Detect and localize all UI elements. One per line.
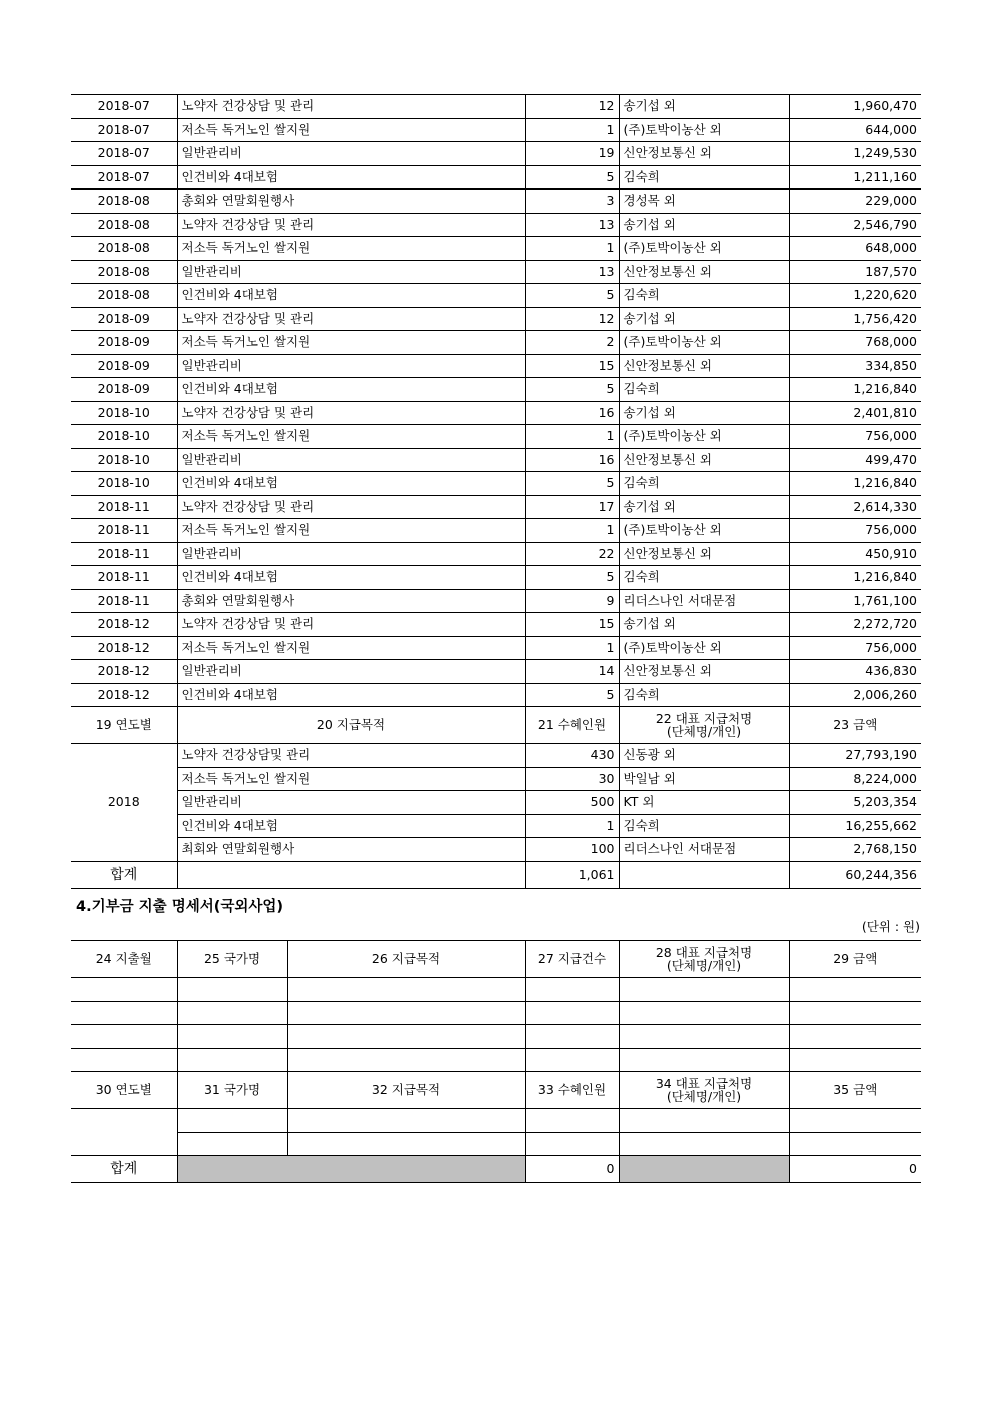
total-shaded-cell: [177, 1156, 525, 1183]
count-cell: 12: [525, 307, 619, 331]
purpose-cell: 최회와 연말회원행사: [177, 838, 525, 862]
amount-cell: 2,401,810: [789, 401, 921, 425]
payee-cell: (주)토박이농산 외: [619, 636, 789, 660]
count-cell: 5: [525, 378, 619, 402]
empty-row: [71, 1025, 921, 1049]
amount-cell: 1,761,100: [789, 589, 921, 613]
payee-cell: (주)토박이농산 외: [619, 118, 789, 142]
amount-cell: 450,910: [789, 542, 921, 566]
count-cell: 5: [525, 683, 619, 707]
amount-cell: 756,000: [789, 636, 921, 660]
count-cell: 1: [525, 814, 619, 838]
payee-cell: 김숙희: [619, 472, 789, 496]
count-cell: 1: [525, 237, 619, 261]
month-cell: 2018-09: [71, 307, 177, 331]
amount-cell: 756,000: [789, 519, 921, 543]
payee-cell: (주)토박이농산 외: [619, 425, 789, 449]
purpose-cell: 일반관리비: [177, 448, 525, 472]
table-row: [71, 95, 921, 119]
amount-cell: 2,006,260: [789, 683, 921, 707]
month-cell: 2018-08: [71, 284, 177, 308]
table-row: [71, 378, 921, 402]
table-row: [71, 814, 921, 838]
payee-cell: 김숙희: [619, 284, 789, 308]
month-cell: 2018-07: [71, 165, 177, 189]
header-payee: 34 대표 지급처명 (단체명/개인): [619, 1072, 789, 1109]
header-purpose: 32 지급목적: [287, 1072, 525, 1109]
payee-cell: (주)토박이농산 외: [619, 331, 789, 355]
amount-cell: 1,220,620: [789, 284, 921, 308]
count-cell: 5: [525, 566, 619, 590]
count-cell: 13: [525, 260, 619, 284]
table-row: [71, 425, 921, 449]
count-cell: 100: [525, 838, 619, 862]
amount-cell: 2,546,790: [789, 213, 921, 237]
payee-cell: 송기섭 외: [619, 495, 789, 519]
purpose-cell: 인건비와 4대보험: [177, 683, 525, 707]
table-row: [71, 307, 921, 331]
amount-cell: 1,960,470: [789, 95, 921, 119]
month-cell: 2018-11: [71, 566, 177, 590]
header-payee: 22 대표 지급처명 (단체명/개인): [619, 707, 789, 744]
count-cell: 1: [525, 519, 619, 543]
table-row: [71, 791, 921, 815]
table-row: [71, 284, 921, 308]
count-cell: 16: [525, 401, 619, 425]
count-cell: 430: [525, 744, 619, 768]
purpose-cell: 저소득 독거노인 쌀지원: [177, 331, 525, 355]
total-row: [71, 861, 921, 888]
purpose-cell: 저소득 독거노인 쌀지원: [177, 519, 525, 543]
amount-cell: 1,211,160: [789, 165, 921, 189]
unit-note: (단위 : 원): [861, 919, 920, 934]
amount-cell: 756,000: [789, 425, 921, 449]
amount-cell: 229,000: [789, 189, 921, 213]
amount-cell: 8,224,000: [789, 767, 921, 791]
purpose-cell: 총회와 연말회원행사: [177, 589, 525, 613]
table-row: [71, 767, 921, 791]
section-title: 4.기부금 지출 명세서(국외사업): [76, 899, 284, 915]
amount-cell: 768,000: [789, 331, 921, 355]
table-row: [71, 472, 921, 496]
table-row: [71, 118, 921, 142]
table-row: [71, 331, 921, 355]
amount-cell: 1,216,840: [789, 472, 921, 496]
header-amount: 29 금액: [789, 941, 921, 978]
total-count: 1,061: [525, 861, 619, 888]
empty-row: [71, 1132, 921, 1156]
total-label: 합계: [71, 1156, 177, 1183]
count-cell: 5: [525, 472, 619, 496]
purpose-cell: 일반관리비: [177, 542, 525, 566]
header-payee: 28 대표 지급처명 (단체명/개인): [619, 941, 789, 978]
purpose-cell: 인건비와 4대보험: [177, 284, 525, 308]
header-month: 24 지출월: [71, 941, 177, 978]
count-cell: 2: [525, 331, 619, 355]
month-cell: 2018-12: [71, 613, 177, 637]
table-row: [71, 142, 921, 166]
table-row: [71, 613, 921, 637]
payee-cell: 송기섭 외: [619, 213, 789, 237]
total-amount: 0: [789, 1156, 921, 1183]
table-row: [71, 566, 921, 590]
count-cell: 15: [525, 613, 619, 637]
header-recipients: 21 수혜인원: [525, 707, 619, 744]
amount-cell: 644,000: [789, 118, 921, 142]
payee-cell: 경성목 외: [619, 189, 789, 213]
month-cell: 2018-07: [71, 118, 177, 142]
table-row: [71, 237, 921, 261]
count-cell: 12: [525, 95, 619, 119]
purpose-cell: 인건비와 4대보험: [177, 566, 525, 590]
payee-cell: 신안정보통신 외: [619, 542, 789, 566]
table-row: [71, 448, 921, 472]
amount-cell: 2,768,150: [789, 838, 921, 862]
payee-cell: 송기섭 외: [619, 613, 789, 637]
total-label: 합계: [71, 861, 177, 888]
amount-cell: 648,000: [789, 237, 921, 261]
count-cell: 13: [525, 213, 619, 237]
count-cell: 16: [525, 448, 619, 472]
count-cell: 500: [525, 791, 619, 815]
month-cell: 2018-08: [71, 237, 177, 261]
payee-cell: KT 외: [619, 791, 789, 815]
empty-row: [71, 978, 921, 1002]
month-cell: 2018-12: [71, 683, 177, 707]
header-year: 30 연도별: [71, 1072, 177, 1109]
payee-cell: 리더스나인 서대문점: [619, 838, 789, 862]
total-shaded-cell: [619, 1156, 789, 1183]
table-row: [71, 260, 921, 284]
amount-cell: 499,470: [789, 448, 921, 472]
purpose-cell: 총회와 연말회원행사: [177, 189, 525, 213]
amount-cell: 2,614,330: [789, 495, 921, 519]
total-payee-empty: [619, 861, 789, 888]
payee-cell: 리더스나인 서대문점: [619, 589, 789, 613]
month-cell: 2018-10: [71, 425, 177, 449]
purpose-cell: 노약자 건강상담 및 관리: [177, 613, 525, 637]
payee-cell: (주)토박이농산 외: [619, 519, 789, 543]
count-cell: 17: [525, 495, 619, 519]
foreign-annual-header-row: [71, 1072, 921, 1109]
count-cell: 30: [525, 767, 619, 791]
amount-cell: 1,756,420: [789, 307, 921, 331]
header-year: 19 연도별: [71, 707, 177, 744]
month-cell: 2018-11: [71, 495, 177, 519]
count-cell: 5: [525, 284, 619, 308]
payee-cell: (주)토박이농산 외: [619, 237, 789, 261]
month-cell: 2018-07: [71, 95, 177, 119]
table-row: [71, 542, 921, 566]
payee-cell: 박일남 외: [619, 767, 789, 791]
payee-cell: 김숙희: [619, 378, 789, 402]
month-cell: 2018-12: [71, 636, 177, 660]
count-cell: 15: [525, 354, 619, 378]
header-purpose: 20 지급목적: [177, 707, 525, 744]
month-cell: 2018-10: [71, 472, 177, 496]
count-cell: 22: [525, 542, 619, 566]
purpose-cell: 저소득 독거노인 쌀지원: [177, 118, 525, 142]
count-cell: 19: [525, 142, 619, 166]
amount-cell: 436,830: [789, 660, 921, 684]
purpose-cell: 저소득 독거노인 쌀지원: [177, 636, 525, 660]
purpose-cell: 인건비와 4대보험: [177, 814, 525, 838]
year-cell: 2018: [71, 744, 177, 862]
month-cell: 2018-09: [71, 354, 177, 378]
purpose-cell: 일반관리비: [177, 660, 525, 684]
table-row: [71, 660, 921, 684]
empty-row: [71, 1048, 921, 1072]
foreign-total-row: [71, 1156, 921, 1183]
payee-cell: 송기섭 외: [619, 95, 789, 119]
table-row: [71, 213, 921, 237]
table-row: [71, 589, 921, 613]
table-row: [71, 165, 921, 189]
amount-cell: 27,793,190: [789, 744, 921, 768]
header-purpose: 26 지급목적: [287, 941, 525, 978]
count-cell: 9: [525, 589, 619, 613]
payee-cell: 송기섭 외: [619, 401, 789, 425]
payee-cell: 김숙희: [619, 165, 789, 189]
month-cell: 2018-08: [71, 260, 177, 284]
amount-cell: 187,570: [789, 260, 921, 284]
purpose-cell: 노약자 건강상담및 관리: [177, 744, 525, 768]
purpose-cell: 일반관리비: [177, 791, 525, 815]
table-row: [71, 683, 921, 707]
foreign-expenditure-table: [71, 940, 921, 1183]
total-empty: [177, 861, 525, 888]
count-cell: 14: [525, 660, 619, 684]
header-amount: 35 금액: [789, 1072, 921, 1109]
payee-cell: 신안정보통신 외: [619, 448, 789, 472]
amount-cell: 16,255,662: [789, 814, 921, 838]
count-cell: 1: [525, 636, 619, 660]
purpose-cell: 인건비와 4대보험: [177, 472, 525, 496]
purpose-cell: 노약자 건강상담 및 관리: [177, 95, 525, 119]
count-cell: 1: [525, 118, 619, 142]
payee-cell: 송기섭 외: [619, 307, 789, 331]
payee-cell: 김숙희: [619, 814, 789, 838]
table-row: [71, 744, 921, 768]
payee-cell: 신안정보통신 외: [619, 142, 789, 166]
payee-cell: 김숙희: [619, 566, 789, 590]
month-cell: 2018-09: [71, 331, 177, 355]
table-row: [71, 636, 921, 660]
month-cell: 2018-08: [71, 189, 177, 213]
header-country: 31 국가명: [177, 1072, 287, 1109]
month-cell: 2018-11: [71, 589, 177, 613]
table-row: [71, 519, 921, 543]
month-cell: 2018-10: [71, 448, 177, 472]
purpose-cell: 인건비와 4대보험: [177, 378, 525, 402]
payee-cell: 신안정보통신 외: [619, 660, 789, 684]
table-row: [71, 495, 921, 519]
amount-cell: 5,203,354: [789, 791, 921, 815]
payee-cell: 신안정보통신 외: [619, 354, 789, 378]
purpose-cell: 저소득 독거노인 쌀지원: [177, 237, 525, 261]
payee-cell: 신동광 외: [619, 744, 789, 768]
purpose-cell: 노약자 건강상담 및 관리: [177, 401, 525, 425]
count-cell: 3: [525, 189, 619, 213]
total-count: 0: [525, 1156, 619, 1183]
amount-cell: 2,272,720: [789, 613, 921, 637]
domestic-expenditure-table: [71, 94, 921, 889]
purpose-cell: 저소득 독거노인 쌀지원: [177, 767, 525, 791]
purpose-cell: 노약자 건강상담 및 관리: [177, 213, 525, 237]
table-row: [71, 401, 921, 425]
amount-cell: 1,216,840: [789, 378, 921, 402]
empty-row: [71, 1109, 921, 1133]
table-row: [71, 354, 921, 378]
purpose-cell: 일반관리비: [177, 354, 525, 378]
header-amount: 23 금액: [789, 707, 921, 744]
purpose-cell: 노약자 건강상담 및 관리: [177, 495, 525, 519]
month-cell: 2018-10: [71, 401, 177, 425]
annual-header-row: [71, 707, 921, 744]
payee-cell: 신안정보통신 외: [619, 260, 789, 284]
amount-cell: 334,850: [789, 354, 921, 378]
amount-cell: 1,249,530: [789, 142, 921, 166]
header-count: 27 지급건수: [525, 941, 619, 978]
header-recipients: 33 수혜인원: [525, 1072, 619, 1109]
purpose-cell: 일반관리비: [177, 260, 525, 284]
month-cell: 2018-09: [71, 378, 177, 402]
purpose-cell: 일반관리비: [177, 142, 525, 166]
payee-cell: 김숙희: [619, 683, 789, 707]
empty-row: [71, 1001, 921, 1025]
month-cell: 2018-11: [71, 519, 177, 543]
header-country: 25 국가명: [177, 941, 287, 978]
total-amount: 60,244,356: [789, 861, 921, 888]
purpose-cell: 노약자 건강상담 및 관리: [177, 307, 525, 331]
foreign-header-row: [71, 941, 921, 978]
count-cell: 1: [525, 425, 619, 449]
purpose-cell: 저소득 독거노인 쌀지원: [177, 425, 525, 449]
purpose-cell: 인건비와 4대보험: [177, 165, 525, 189]
month-cell: 2018-07: [71, 142, 177, 166]
count-cell: 5: [525, 165, 619, 189]
month-cell: 2018-12: [71, 660, 177, 684]
month-cell: 2018-11: [71, 542, 177, 566]
table-row: [71, 189, 921, 213]
amount-cell: 1,216,840: [789, 566, 921, 590]
month-cell: 2018-08: [71, 213, 177, 237]
table-row: [71, 838, 921, 862]
